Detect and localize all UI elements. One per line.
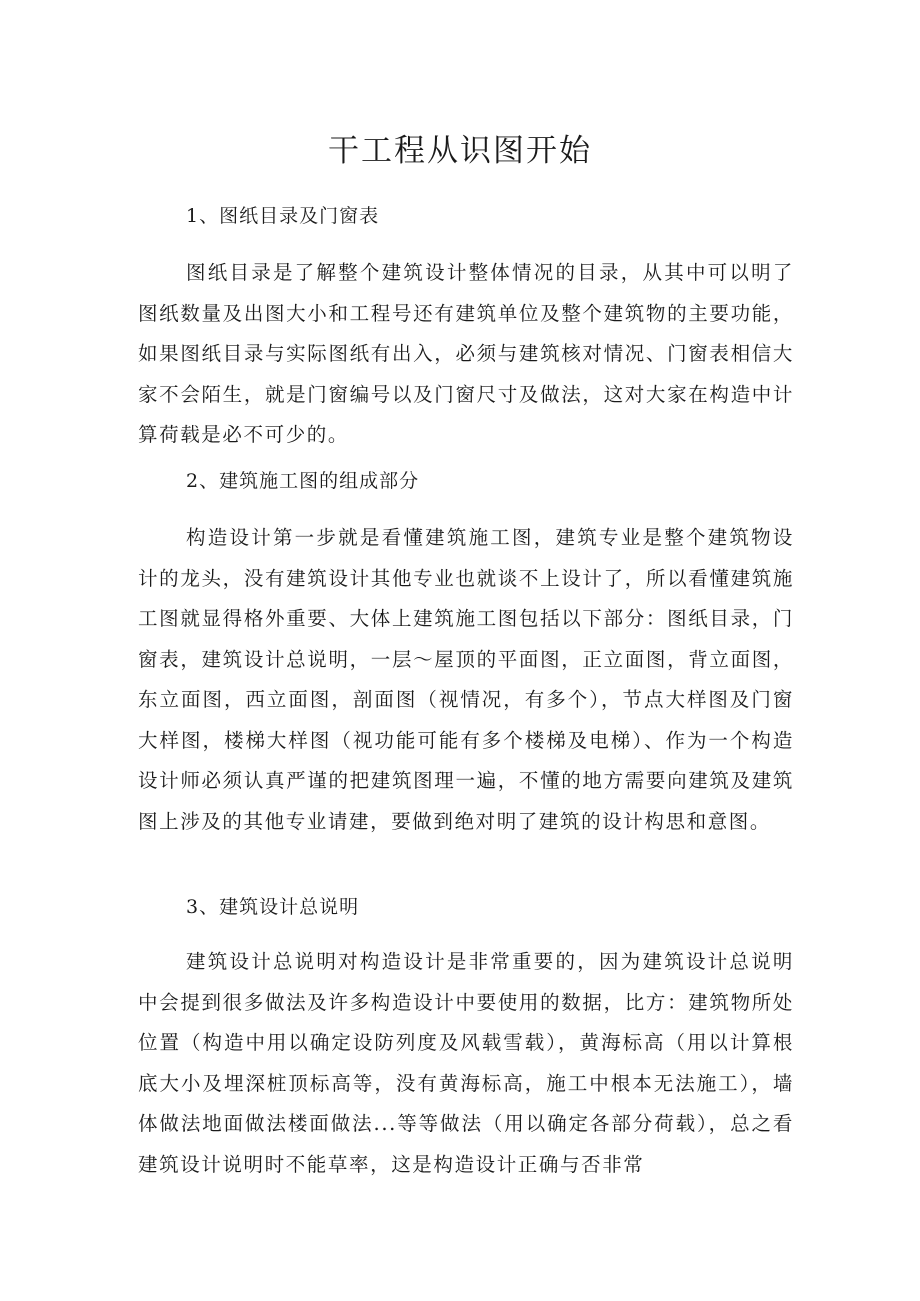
document-title: 干工程从识图开始: [328, 133, 592, 169]
section-body-2: 构造设计第一步就是看懂建筑施工图，建筑专业是整个建筑物设计的龙头，没有建筑设计其他专业也就谈不上设计了，所以看懂建筑施工图就显得格外重要、大体上建筑施工图包括以下部分：图纸目录，门窗表，建筑设计总说明，一层～屋顶的平面图，正立面图，背立面图，东立面图，西立面图，剖面图（视情况，有多个），节点大样图及门窗大样图，楼梯大样图（视功能可能有多个楼梯及电梯）、作为一个构造设计师必须认真严谨的把建筑图理一遍，不懂的地方需要向建筑及建筑图上涉及的其他专业请建，要做到绝对明了建筑的设计构思和意图。: [138, 526, 794, 833]
section-body-3: 建筑设计总说明对构造设计是非常重要的，因为建筑设计总说明中会提到很多做法及许多构造设计中要使用的数据，比方：建筑物所处位置（构造中用以确定设防列度及风载雪载），黄海标高（用以计算根底大小及埋深桩顶标高等，没有黄海标高，施工中根本无法施工），墙体做法地面做法楼面做法...等等做法（用以确定各部分荷载），总之看建筑设计说明时不能草率，这是构造设计正确与否非常: [138, 950, 794, 1176]
section-heading-2: 2、建筑施工图的组成部分: [186, 470, 420, 492]
section-heading-1: 1、图纸目录及门窗表: [186, 205, 380, 227]
section-body-1: 图纸目录是了解整个建筑设计整体情况的目录，从其中可以明了图纸数量及出图大小和工程号还有建筑单位及整个建筑物的主要功能，如果图纸目录与实际图纸有出入，必须与建筑核对情况、门窗表相信大家不会陌生，就是门窗编号以及门窗尺寸及做法，这对大家在构造中计算荷载是必不可少的。: [138, 261, 794, 446]
section-heading-3: 3、建筑设计总说明: [186, 896, 360, 918]
